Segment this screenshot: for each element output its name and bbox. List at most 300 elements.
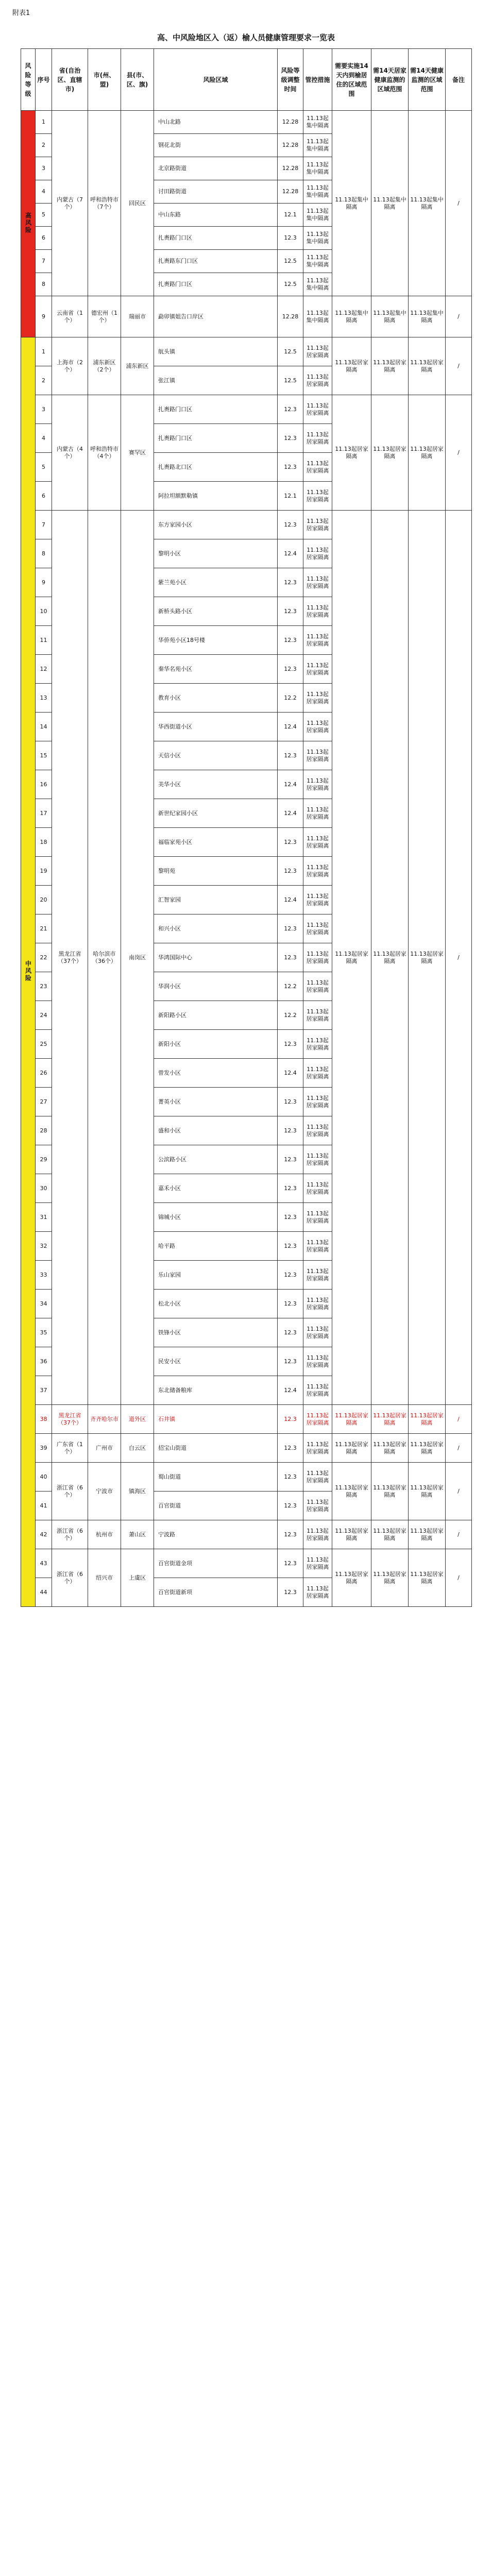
adjust-time: 12.5	[278, 337, 303, 366]
adjust-time: 12.4	[278, 799, 303, 828]
row-index: 43	[36, 1549, 52, 1578]
adjust-time: 12.3	[278, 453, 303, 482]
risk-area: 新世纪家园小区	[154, 799, 278, 828]
range-14d: 11.13起居家隔离	[332, 337, 371, 395]
province-cell: 浙江省（6个）	[52, 1520, 88, 1549]
row-index: 6	[36, 482, 52, 511]
header-province: 省(自治区、直辖市)	[52, 49, 88, 111]
province-cell: 黑龙江省（37个）	[52, 511, 88, 1405]
measures: 11.13起居家隔离	[303, 511, 332, 539]
adjust-time: 12.3	[278, 568, 303, 597]
adjust-time: 12.3	[278, 655, 303, 684]
home-monitor: 11.13起居家隔离	[371, 1405, 409, 1434]
measures: 11.13起集中隔离	[303, 157, 332, 180]
health-monitor: 11.13起集中隔离	[409, 111, 446, 296]
measures: 11.13起居家隔离	[303, 1492, 332, 1520]
risk-area: 新阳路小区	[154, 1001, 278, 1030]
risk-area: 嘉禾小区	[154, 1174, 278, 1203]
row-index: 38	[36, 1405, 52, 1434]
measures: 11.13起居家隔离	[303, 453, 332, 482]
row-index: 14	[36, 713, 52, 741]
risk-area: 汇智家园	[154, 886, 278, 914]
row-index: 18	[36, 828, 52, 857]
health-monitor: 11.13起居家隔离	[409, 337, 446, 395]
measures: 11.13起居家隔离	[303, 366, 332, 395]
province-cell: 浙江省（6个）	[52, 1463, 88, 1520]
risk-area: 秦华名苑小区	[154, 655, 278, 684]
home-monitor: 11.13起居家隔离	[371, 1520, 409, 1549]
row-index: 3	[36, 157, 52, 180]
row-index: 41	[36, 1492, 52, 1520]
note: /	[446, 1434, 472, 1463]
risk-area: 锦城小区	[154, 1203, 278, 1232]
adjust-time: 12.3	[278, 1347, 303, 1376]
measures: 11.13起居家隔离	[303, 828, 332, 857]
risk-area: 松北小区	[154, 1290, 278, 1318]
home-monitor: 11.13起居家隔离	[371, 1549, 409, 1607]
row-index: 40	[36, 1463, 52, 1492]
row-index: 16	[36, 770, 52, 799]
risk-area: 菁英小区	[154, 1088, 278, 1116]
risk-area: 铁锋小区	[154, 1318, 278, 1347]
row-index: 21	[36, 914, 52, 943]
adjust-time: 12.3	[278, 1174, 303, 1203]
row-index: 42	[36, 1520, 52, 1549]
measures: 11.13起居家隔离	[303, 1001, 332, 1030]
adjust-time: 12.28	[278, 180, 303, 204]
header-risk-area: 风险区域	[154, 49, 278, 111]
health-monitor: 11.13起居家隔离	[409, 511, 446, 1405]
adjust-time: 12.3	[278, 597, 303, 626]
adjust-time: 12.28	[278, 111, 303, 134]
row-index: 15	[36, 741, 52, 770]
home-monitor: 11.13起居家隔离	[371, 395, 409, 511]
adjust-time: 12.3	[278, 828, 303, 857]
row-index: 9	[36, 296, 52, 337]
adjust-time: 12.3	[278, 227, 303, 250]
row-index: 29	[36, 1145, 52, 1174]
risk-level-high-cell	[21, 111, 36, 337]
risk-area: 新桥头路小区	[154, 597, 278, 626]
table-row	[21, 1549, 472, 1578]
risk-area: 民安小区	[154, 1347, 278, 1376]
measures: 11.13起居家隔离	[303, 1116, 332, 1145]
risk-area: 百官街道	[154, 1492, 278, 1520]
measures: 11.13起居家隔离	[303, 1059, 332, 1088]
city-cell: 齐齐哈尔市	[88, 1405, 121, 1434]
measures: 11.13起居家隔离	[303, 1203, 332, 1232]
note: /	[446, 1520, 472, 1549]
county-cell: 回民区	[121, 111, 154, 296]
row-index: 33	[36, 1261, 52, 1290]
row-index: 27	[36, 1088, 52, 1116]
note: /	[446, 296, 472, 337]
province-cell: 内蒙古（7个）	[52, 111, 88, 296]
measures: 11.13起居家隔离	[303, 1145, 332, 1174]
risk-area: 蜀山街道	[154, 1463, 278, 1492]
risk-area: 北京路街道	[154, 157, 278, 180]
adjust-time: 12.4	[278, 1059, 303, 1088]
row-index: 7	[36, 511, 52, 539]
measures: 11.13起居家隔离	[303, 799, 332, 828]
city-cell: 浦东新区（2个）	[88, 337, 121, 395]
adjust-time: 12.4	[278, 539, 303, 568]
county-cell: 镇海区	[121, 1463, 154, 1520]
risk-area: 盛和小区	[154, 1116, 278, 1145]
note: /	[446, 1463, 472, 1520]
row-index: 19	[36, 857, 52, 886]
city-cell: 哈尔滨市（36个）	[88, 511, 121, 1405]
risk-high-label: 高风险	[24, 212, 32, 234]
header-home-monitor: 需14天居家健康监测的区域范围	[371, 49, 409, 111]
row-index: 12	[36, 655, 52, 684]
row-index: 9	[36, 568, 52, 597]
adjust-time: 12.28	[278, 296, 303, 337]
city-cell: 宁波市	[88, 1463, 121, 1520]
row-index: 32	[36, 1232, 52, 1261]
risk-level-mid-cell	[21, 337, 36, 1607]
row-index: 20	[36, 886, 52, 914]
risk-area: 阿拉坦额默勒镇	[154, 482, 278, 511]
measures: 11.13起居家隔离	[303, 539, 332, 568]
adjust-time: 12.3	[278, 424, 303, 453]
table-row	[21, 296, 472, 337]
home-monitor: 11.13起集中隔离	[371, 296, 409, 337]
row-index: 23	[36, 972, 52, 1001]
note: /	[446, 1405, 472, 1434]
adjust-time: 12.3	[278, 1492, 303, 1520]
risk-area: 曾发小区	[154, 1059, 278, 1088]
home-monitor: 11.13起居家隔离	[371, 1463, 409, 1520]
row-index: 3	[36, 395, 52, 424]
row-index: 8	[36, 539, 52, 568]
province-cell: 广东省（1个）	[52, 1434, 88, 1463]
measures: 11.13起居家隔离	[303, 684, 332, 713]
range-14d: 11.13起集中隔离	[332, 296, 371, 337]
adjust-time: 12.3	[278, 1290, 303, 1318]
home-monitor: 11.13起居家隔离	[371, 1434, 409, 1463]
adjust-time: 12.3	[278, 914, 303, 943]
range-14d: 11.13起居家隔离	[332, 1434, 371, 1463]
measures: 11.13起居家隔离	[303, 626, 332, 655]
measures: 11.13起居家隔离	[303, 1290, 332, 1318]
range-14d: 11.13起居家隔离	[332, 1463, 371, 1520]
adjust-time: 12.4	[278, 713, 303, 741]
risk-area: 公滨路小区	[154, 1145, 278, 1174]
risk-area: 华润小区	[154, 972, 278, 1001]
range-14d: 11.13起居家隔离	[332, 1520, 371, 1549]
adjust-time: 12.28	[278, 134, 303, 157]
row-index: 11	[36, 626, 52, 655]
table-row	[21, 111, 472, 134]
row-index: 34	[36, 1290, 52, 1318]
adjust-time: 12.4	[278, 886, 303, 914]
adjust-time: 12.2	[278, 1001, 303, 1030]
measures: 11.13起居家隔离	[303, 1520, 332, 1549]
risk-area: 宁波路	[154, 1520, 278, 1549]
measures: 11.13起集中隔离	[303, 273, 332, 296]
risk-area: 百官街道金项	[154, 1549, 278, 1578]
risk-area: 和兴小区	[154, 914, 278, 943]
row-index: 4	[36, 424, 52, 453]
adjust-time: 12.3	[278, 626, 303, 655]
risk-area: 扎赉路门口区	[154, 273, 278, 296]
row-index: 36	[36, 1347, 52, 1376]
row-index: 31	[36, 1203, 52, 1232]
adjust-time: 12.3	[278, 1203, 303, 1232]
adjust-time: 12.3	[278, 1463, 303, 1492]
table-row	[21, 337, 472, 366]
risk-area: 讨田路街道	[154, 180, 278, 204]
row-index: 2	[36, 134, 52, 157]
risk-area: 紫兰苑小区	[154, 568, 278, 597]
city-cell: 呼和浩特市（7个）	[88, 111, 121, 296]
measures: 11.13起居家隔离	[303, 857, 332, 886]
table-row	[21, 1405, 472, 1434]
health-monitor: 11.13起居家隔离	[409, 1520, 446, 1549]
table1-header-row	[21, 49, 472, 111]
risk-area: 哈平路	[154, 1232, 278, 1261]
province-cell: 云南省（1个）	[52, 296, 88, 337]
risk-area: 福临家苑小区	[154, 828, 278, 857]
adjust-time: 12.5	[278, 366, 303, 395]
county-cell: 赛罕区	[121, 395, 154, 511]
city-cell: 德宏州（1个）	[88, 296, 121, 337]
header-risk-level: 风险等级	[21, 49, 36, 111]
measures: 11.13起居家隔离	[303, 1232, 332, 1261]
measures: 11.13起居家隔离	[303, 1463, 332, 1492]
header-adjust-time: 风险等级调整时间	[278, 49, 303, 111]
measures: 11.13起居家隔离	[303, 741, 332, 770]
risk-area: 中山东路	[154, 204, 278, 227]
measures: 11.13起集中隔离	[303, 250, 332, 273]
header-county: 县(市、区、旗)	[121, 49, 154, 111]
header-index: 序号	[36, 49, 52, 111]
measures: 11.13起居家隔离	[303, 1405, 332, 1434]
adjust-time: 12.3	[278, 857, 303, 886]
risk-area: 钢花北街	[154, 134, 278, 157]
table-row	[21, 395, 472, 424]
city-cell: 呼和浩特市（4个）	[88, 395, 121, 511]
risk-area: 华侨苑小区18号楼	[154, 626, 278, 655]
row-index: 10	[36, 597, 52, 626]
adjust-time: 12.3	[278, 1030, 303, 1059]
risk-area: 百官街道新项	[154, 1578, 278, 1607]
range-14d: 11.13起集中隔离	[332, 111, 371, 296]
measures: 11.13起居家隔离	[303, 886, 332, 914]
table-row	[21, 511, 472, 539]
risk-mid-label: 中风险	[24, 960, 32, 982]
header-health-monitor: 需14天健康监测的区域范围	[409, 49, 446, 111]
table-row	[21, 1520, 472, 1549]
header-measures: 管控措施	[303, 49, 332, 111]
measures: 11.13起居家隔离	[303, 1030, 332, 1059]
measures: 11.13起居家隔离	[303, 914, 332, 943]
measures: 11.13起居家隔离	[303, 770, 332, 799]
measures: 11.13起集中隔离	[303, 134, 332, 157]
range-14d: 11.13起居家隔离	[332, 395, 371, 511]
risk-table	[21, 48, 471, 1607]
measures: 11.13起集中隔离	[303, 227, 332, 250]
risk-area: 华鸿国际中心	[154, 943, 278, 972]
risk-area: 华西街道小区	[154, 713, 278, 741]
measures: 11.13起集中隔离	[303, 111, 332, 134]
measures: 11.13起集中隔离	[303, 180, 332, 204]
county-cell: 南岗区	[121, 511, 154, 1405]
risk-area: 扎赉路门口区	[154, 227, 278, 250]
province-cell: 内蒙古（4个）	[52, 395, 88, 511]
row-index: 44	[36, 1578, 52, 1607]
row-index: 26	[36, 1059, 52, 1088]
adjust-time: 12.5	[278, 250, 303, 273]
health-monitor: 11.13起居家隔离	[409, 395, 446, 511]
county-cell: 道外区	[121, 1405, 154, 1434]
risk-area: 东北储备粮库	[154, 1376, 278, 1405]
row-index: 28	[36, 1116, 52, 1145]
risk-area: 黎明苑	[154, 857, 278, 886]
adjust-time: 12.28	[278, 157, 303, 180]
note: /	[446, 337, 472, 395]
adjust-time: 12.1	[278, 204, 303, 227]
health-monitor: 11.13起居家隔离	[409, 1463, 446, 1520]
adjust-time: 12.2	[278, 684, 303, 713]
measures: 11.13起居家隔离	[303, 1174, 332, 1203]
measures: 11.13起居家隔离	[303, 482, 332, 511]
row-index: 2	[36, 366, 52, 395]
measures: 11.13起居家隔离	[303, 568, 332, 597]
home-monitor: 11.13起集中隔离	[371, 111, 409, 296]
note: /	[446, 1549, 472, 1607]
county-cell: 浦东新区	[121, 337, 154, 395]
risk-area: 勐卯镇姐告口岸区	[154, 296, 278, 337]
adjust-time: 12.3	[278, 1232, 303, 1261]
measures: 11.13起居家隔离	[303, 597, 332, 626]
row-index: 7	[36, 250, 52, 273]
city-cell: 广州市	[88, 1434, 121, 1463]
row-index: 39	[36, 1434, 52, 1463]
row-index: 5	[36, 453, 52, 482]
adjust-time: 12.3	[278, 1549, 303, 1578]
row-index: 8	[36, 273, 52, 296]
adjust-time: 12.5	[278, 273, 303, 296]
city-cell: 杭州市	[88, 1520, 121, 1549]
measures: 11.13起居家隔离	[303, 395, 332, 424]
range-14d: 11.13起居家隔离	[332, 511, 371, 1405]
measures: 11.13起居家隔离	[303, 1088, 332, 1116]
adjust-time: 12.3	[278, 741, 303, 770]
risk-area: 新阳小区	[154, 1030, 278, 1059]
risk-area: 黎明小区	[154, 539, 278, 568]
measures: 11.13起居家隔离	[303, 1578, 332, 1607]
row-index: 37	[36, 1376, 52, 1405]
adjust-time: 12.3	[278, 1318, 303, 1347]
adjust-time: 12.3	[278, 1116, 303, 1145]
county-cell: 上虞区	[121, 1549, 154, 1607]
province-cell: 浙江省（6个）	[52, 1549, 88, 1607]
adjust-time: 12.3	[278, 395, 303, 424]
risk-area: 美华小区	[154, 770, 278, 799]
row-index: 35	[36, 1318, 52, 1347]
province-cell: 黑龙江省（37个）	[52, 1405, 88, 1434]
adjust-time: 12.3	[278, 1434, 303, 1463]
risk-area: 张江镇	[154, 366, 278, 395]
measures: 11.13起居家隔离	[303, 655, 332, 684]
header-city: 市(州、盟)	[88, 49, 121, 111]
city-cell: 绍兴市	[88, 1549, 121, 1607]
province-cell: 上海市（2个）	[52, 337, 88, 395]
measures: 11.13起居家隔离	[303, 1347, 332, 1376]
risk-area: 中山北路	[154, 111, 278, 134]
range-14d: 11.13起居家隔离	[332, 1405, 371, 1434]
note: /	[446, 395, 472, 511]
health-monitor: 11.13起居家隔离	[409, 1549, 446, 1607]
measures: 11.13起居家隔离	[303, 337, 332, 366]
measures: 11.13起集中隔离	[303, 296, 332, 337]
home-monitor: 11.13起居家隔离	[371, 337, 409, 395]
health-monitor: 11.13起集中隔离	[409, 296, 446, 337]
measures: 11.13起居家隔离	[303, 1549, 332, 1578]
row-index: 30	[36, 1174, 52, 1203]
row-index: 24	[36, 1001, 52, 1030]
header-note: 备注	[446, 49, 472, 111]
adjust-time: 12.2	[278, 972, 303, 1001]
adjust-time: 12.3	[278, 1520, 303, 1549]
risk-area: 扎赉路北口区	[154, 453, 278, 482]
risk-area: 天信小区	[154, 741, 278, 770]
risk-area: 乐山家园	[154, 1261, 278, 1290]
note: /	[446, 111, 472, 296]
row-index: 22	[36, 943, 52, 972]
table-row	[21, 1434, 472, 1463]
adjust-time: 12.1	[278, 482, 303, 511]
row-index: 6	[36, 227, 52, 250]
adjust-time: 12.4	[278, 1376, 303, 1405]
measures: 11.13起居家隔离	[303, 424, 332, 453]
adjust-time: 12.3	[278, 943, 303, 972]
row-index: 1	[36, 337, 52, 366]
row-index: 13	[36, 684, 52, 713]
county-cell: 白云区	[121, 1434, 154, 1463]
adjust-time: 12.4	[278, 770, 303, 799]
measures: 11.13起居家隔离	[303, 1434, 332, 1463]
table-row	[21, 1463, 472, 1492]
row-index: 17	[36, 799, 52, 828]
row-index: 5	[36, 204, 52, 227]
measures: 11.13起居家隔离	[303, 1261, 332, 1290]
adjust-time: 12.3	[278, 1405, 303, 1434]
measures: 11.13起居家隔离	[303, 943, 332, 972]
adjust-time: 12.3	[278, 1145, 303, 1174]
risk-area: 扎赉路门口区	[154, 424, 278, 453]
health-monitor: 11.13起居家隔离	[409, 1434, 446, 1463]
attachment-label-1: 附表1	[12, 9, 30, 17]
range-14d: 11.13起居家隔离	[332, 1549, 371, 1607]
adjust-time: 12.3	[278, 1578, 303, 1607]
note: /	[446, 511, 472, 1405]
county-cell: 萧山区	[121, 1520, 154, 1549]
row-index: 25	[36, 1030, 52, 1059]
measures: 11.13起居家隔离	[303, 1318, 332, 1347]
risk-area: 扎赉路门口区	[154, 395, 278, 424]
risk-area: 石井镇	[154, 1405, 278, 1434]
measures: 11.13起居家隔离	[303, 1376, 332, 1405]
home-monitor: 11.13起居家隔离	[371, 511, 409, 1405]
row-index: 4	[36, 180, 52, 204]
adjust-time: 12.3	[278, 511, 303, 539]
county-cell: 瑞丽市	[121, 296, 154, 337]
risk-area: 教育小区	[154, 684, 278, 713]
header-range-14d: 需要实施14天内到榆居住的区域范围	[332, 49, 371, 111]
